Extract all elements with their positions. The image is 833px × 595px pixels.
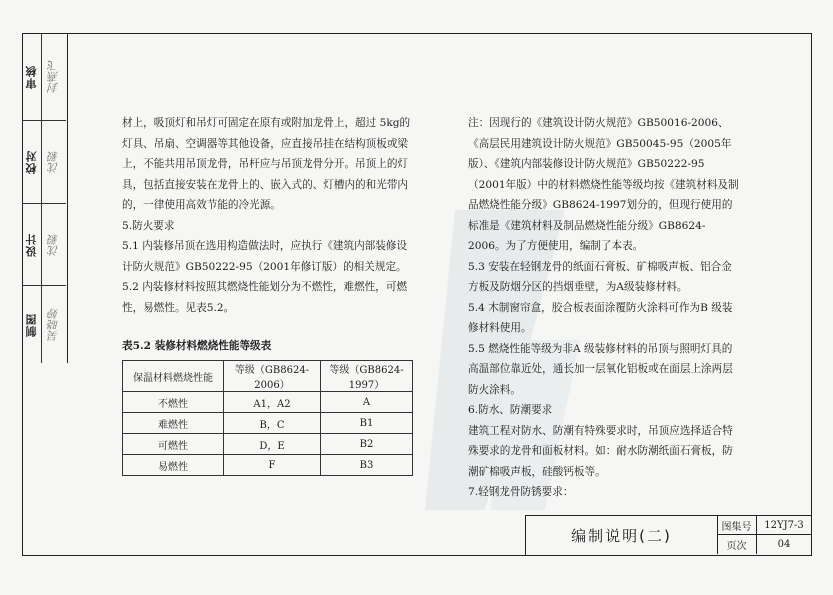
table-cell: B1 [321,413,413,434]
sidebar-row-review [22,33,66,121]
paragraph-5-5: 5.5 燃烧性能等级为非A 级装修材料的吊顶与照明灯具的高温部位靠近处，通长加一层氧化铝板或在面层上涂两层防火涂料。 [468,342,733,396]
table-cell: 易燃性 [123,455,224,476]
right-text-column [468,113,740,503]
table-row [123,434,413,455]
heading-fire-protection: 5.防火要求 [122,219,175,232]
paragraph-5-4: 5.4 木制窗帘盒，胶合板表面涂覆防火涂料可作为B 级装修材料使用。 [468,301,733,334]
sidebar-label: 设计 [22,204,42,285]
table-cell: 可燃性 [123,434,224,455]
sidebar-row-drafting [22,286,66,363]
sign-off-sidebar [22,33,68,363]
paragraph-5-3: 5.3 安装在轻钢龙骨的纸面石膏板、矿棉吸声板、铝合金方板及防烟分区的挡烟垂壁，为A级装修材料。 [468,260,732,293]
table-cell: 难燃性 [123,413,224,434]
sidebar-label: 制图 [22,286,42,363]
paragraph-5-1: 5.1 内装修吊顶在选用构造做法时，应执行《建筑内部装修设计防火规范》GB50222-95（2001年修订版）的相关规定。 [122,240,408,273]
signature: 沈毅 [47,151,60,173]
drawing-title: 编制说明(二) [526,516,718,554]
table-row [123,392,413,413]
table-cell: A1，A2 [224,392,321,413]
atlas-number-value: 12YJ7-3 [757,516,811,535]
signature: 吴晓婷 [47,308,60,341]
table-cell: 不燃性 [123,392,224,413]
heading-rust-proofing: 7.轻钢龙骨防锈要求： [468,486,574,498]
signature: 封燕飞 [47,60,60,93]
paragraph-5-2: 5.2 内装修材料按照其燃烧性能划分为不燃性，难燃性，可燃性，易燃性。见表5.2。 [122,281,408,314]
sidebar-label: 校对 [22,121,42,203]
table-header: 等级（GB8624-2006） [224,361,321,392]
title-block [525,515,812,556]
page-number-value: 04 [777,539,791,550]
paragraph-note: 注：因现行的《建筑设计防火规范》GB50016-2006、《高层民用建筑设计防火规范》GB50045-95（2005年版）、《建筑内部装修设计防火规范》GB50222-95（2001年版）中的材料燃烧性能等级均按《建筑材料及制品燃烧性能分级》GB8624-1997划分的，但现行使用的标准是《建筑材料及制品燃烧性能分级》GB8624-2006。为了方便使用，编制了本表。 [468,117,739,252]
table-header-row [123,361,413,392]
sidebar-label: 审核 [22,33,42,120]
table-title: 表5.2 装修材料燃烧性能等级表 [122,340,272,352]
table-row [123,413,413,434]
atlas-number-label: 图集号 [717,516,757,535]
paragraph-waterproofing: 建筑工程对防水、防潮有特殊要求时，吊顶应选择适合特殊要求的龙骨和面板材料。如：耐水防潮纸面石膏板，防潮矿棉吸声板，硅酸钙板等。 [468,424,733,478]
table-header: 等级（GB8624-1997） [321,361,413,392]
left-text-column [122,113,412,318]
table-cell: B2 [321,434,413,455]
page-number-label: 页次 [717,535,757,554]
signature: 沈毅 [47,233,60,256]
table-cell: A [321,392,413,413]
table-cell: B，C [224,413,321,434]
sidebar-row-proofread [22,121,66,204]
table-cell: F [224,455,321,476]
table-header: 保温材料燃烧性能 [123,361,224,392]
table-row [123,455,413,476]
table-cell: D，E [224,434,321,455]
table-cell: B3 [321,455,413,476]
fire-rating-table [122,360,413,476]
sidebar-row-design [22,204,66,286]
heading-waterproofing: 6.防水、防潮要求 [468,404,553,416]
paragraph-lighting: 材上，吸顶灯和吊灯可固定在原有或附加龙骨上，超过 5kg的灯具、吊扇、空调器等其他设备，应直接吊挂在结构顶板或梁上，不能共用吊顶龙骨，吊杆应与吊顶龙骨分开。吊顶上的灯具，包括直接安装在龙骨上的、嵌入式的、灯槽内的和光带内的，一律使用高效节能的冷光源。 [122,117,411,211]
